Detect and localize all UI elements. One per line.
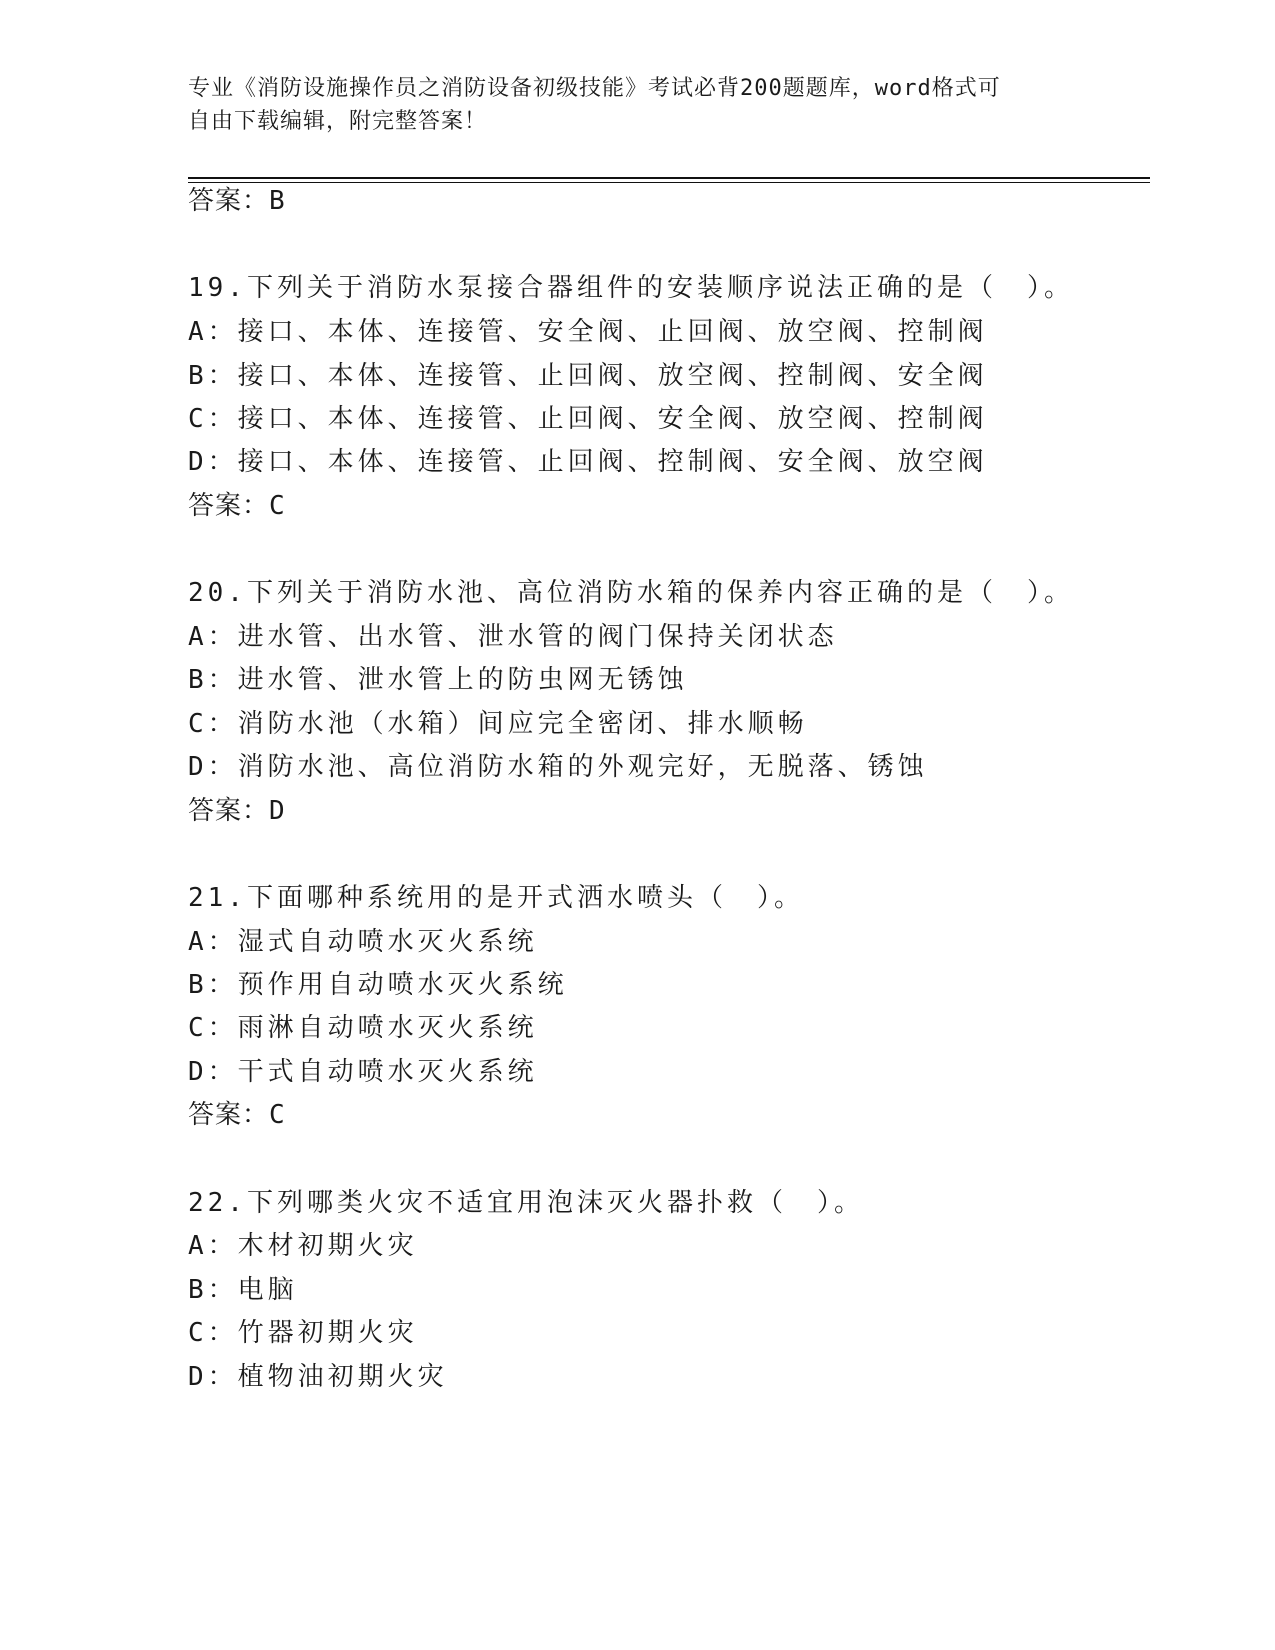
option-a: A：湿式自动喷水灭火系统 bbox=[188, 927, 538, 957]
option-d: D：植物油初期火灾 bbox=[188, 1362, 448, 1392]
header-title-line-1: 专业《消防设施操作员之消防设备初级技能》考试必背200题题库，word格式可 bbox=[188, 76, 1001, 101]
option-a: A：接口、本体、连接管、安全阀、止回阀、放空阀、控制阀 bbox=[188, 317, 988, 347]
document-header bbox=[188, 72, 1068, 138]
question-stem: 22.下列哪类火灾不适宜用泡沫灭火器扑救（ ）。 bbox=[188, 1188, 864, 1218]
option-c: C：竹器初期火灾 bbox=[188, 1318, 418, 1348]
answer: 答案：D bbox=[188, 796, 286, 826]
answer: 答案：C bbox=[188, 491, 286, 521]
option-b: B：预作用自动喷水灭火系统 bbox=[188, 970, 568, 1000]
option-c: C：雨淋自动喷水灭火系统 bbox=[188, 1013, 538, 1043]
question-stem: 19.下列关于消防水泵接合器组件的安装顺序说法正确的是（ ）。 bbox=[188, 273, 1074, 303]
option-a: A：木材初期火灾 bbox=[188, 1231, 418, 1261]
question-stem: 20.下列关于消防水池、高位消防水箱的保养内容正确的是（ ）。 bbox=[188, 578, 1074, 608]
header-divider-thick bbox=[188, 177, 1150, 179]
option-c: C：接口、本体、连接管、止回阀、安全阀、放空阀、控制阀 bbox=[188, 404, 988, 434]
option-b: B：电脑 bbox=[188, 1275, 298, 1305]
option-b: B：接口、本体、连接管、止回阀、放空阀、控制阀、安全阀 bbox=[188, 361, 988, 391]
answer: 答案：C bbox=[188, 1100, 286, 1130]
option-c: C：消防水池（水箱）间应完全密闭、排水顺畅 bbox=[188, 709, 808, 739]
header-title-line-2: 自由下载编辑，附完整答案！ bbox=[188, 109, 488, 134]
question-stem: 21.下面哪种系统用的是开式洒水喷头（ ）。 bbox=[188, 883, 804, 913]
option-b: B：进水管、泄水管上的防虫网无锈蚀 bbox=[188, 665, 688, 695]
header-divider-thin bbox=[188, 182, 1150, 183]
previous-answer: 答案：B bbox=[188, 186, 286, 216]
option-d: D：干式自动喷水灭火系统 bbox=[188, 1057, 538, 1087]
option-a: A：进水管、出水管、泄水管的阀门保持关闭状态 bbox=[188, 622, 838, 652]
option-d: D：消防水池、高位消防水箱的外观完好，无脱落、锈蚀 bbox=[188, 752, 928, 782]
option-d: D：接口、本体、连接管、止回阀、控制阀、安全阀、放空阀 bbox=[188, 447, 988, 477]
